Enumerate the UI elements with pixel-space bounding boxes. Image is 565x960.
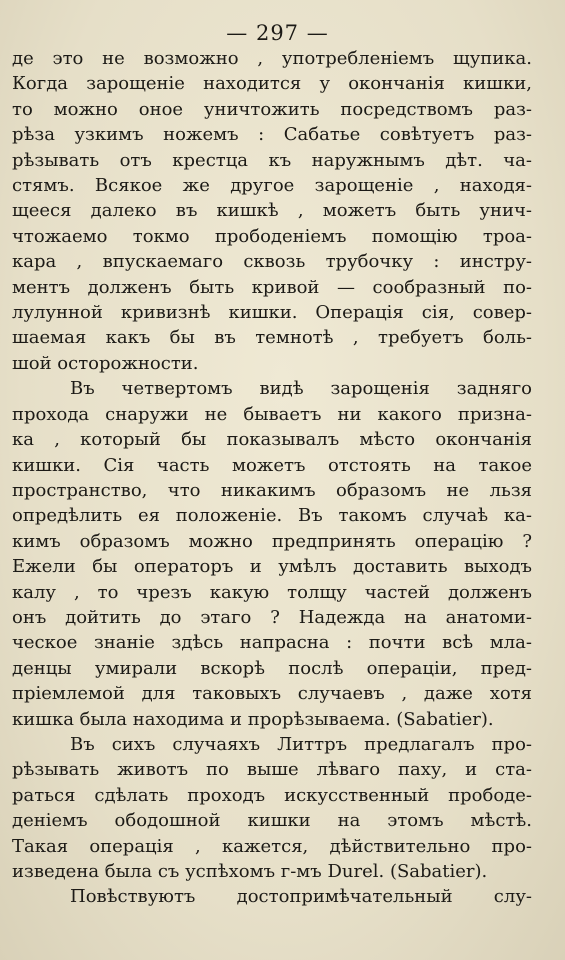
text-line: денцы умирали вскорѣ послѣ операціи, пред- [12,657,532,679]
text-line: онъ дойтить до этаго ? Надежда на анатоми- [12,606,532,628]
text-line: кара , впускаемаго сквозь трубочку : инстру- [12,251,532,273]
text-line: калу , то чрезъ какую толщу частей долженъ [12,581,532,603]
text-line: Въ четвертомъ видѣ зарощенія задняго [70,378,532,400]
text-line: лулунной кривизнѣ кишки. Операція сія, совер- [12,302,532,324]
text-line: ка , который бы показывалъ мѣсто окончанія [12,429,532,451]
text-line: пріемлемой для таковыхъ случаевъ , даже хотя [12,683,532,705]
body-text [12,46,543,910]
page-number: — 297 — [226,21,329,45]
text-line: то можно оное уничтожить посредствомъ раз- [12,98,532,120]
text-line: прохода снаружи не бываетъ ни какого призна- [12,403,532,425]
text-line: рѣзывать животъ по выше лѣваго паху, и ста- [12,759,532,781]
text-line: ментъ долженъ быть кривой — сообразный по- [12,276,532,298]
text-line: де это не возможно , употребленіемъ щупика. [12,48,532,69]
text-line: Когда зарощеніе находится у окончанія кишки, [12,73,532,95]
text-line: опредѣлить ея положеніе. Въ такомъ случаѣ ка- [12,505,532,527]
text-line: изведена была съ успѣхомъ г-мъ Durel. (Sabatier). [12,861,488,882]
text-line: кимъ образомъ можно предпринять операцію ? [12,530,532,552]
text-line: чтожаемо токмо прободеніемъ помощію троа- [12,225,532,247]
text-line: рѣза узкимъ ножемъ : Сабатье совѣтуетъ раз- [12,124,532,146]
text-line: Ежели бы операторъ и умѣлъ доставить выходъ [12,556,532,578]
text-line: пространство, что никакимъ образомъ не льзя [12,479,532,501]
text-line: кишка была находима и прорѣзываема. (Sabatier). [12,708,494,730]
text-line: Такая операція , кажется, дѣйствительно про- [12,835,532,857]
text-line: раться сдѣлать проходъ искусственный прободе- [12,784,532,806]
text-line: кишки. Сія часть можетъ отстоять на такое [12,454,532,476]
text-line: ческое знаніе здѣсь напрасна : почти всѣ мла- [12,632,532,654]
text-line: щееся далеко въ кишкѣ , можетъ быть унич- [12,200,532,222]
text-line: шой осторожности. [12,352,199,374]
text-line: рѣзывать отъ крестца къ наружнымъ дѣт. ча- [12,149,532,171]
text-line: Повѣствуютъ достопримѣчательный слу- [70,886,532,908]
text-line: Въ сихъ случаяхъ Литтръ предлагалъ про- [70,733,532,755]
text-line: шаемая какъ бы въ темнотѣ , требуетъ боль- [12,327,532,349]
text-line: деніемъ ободошной кишки на этомъ мѣстѣ. [12,810,532,832]
text-line: стямъ. Всякое же другое зарощеніе , находя- [12,175,532,197]
